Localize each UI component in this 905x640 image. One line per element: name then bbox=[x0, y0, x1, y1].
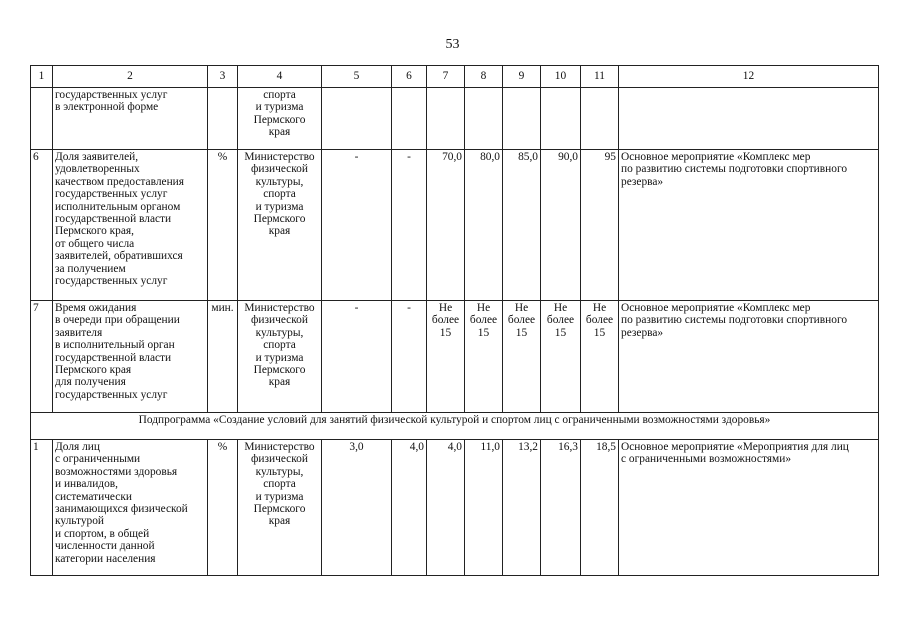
header-cell: 4 bbox=[238, 66, 322, 88]
header-cell: 7 bbox=[427, 66, 465, 88]
row-number: 1 bbox=[31, 440, 53, 576]
unit-cell: % bbox=[208, 150, 238, 301]
value-cell: Не более 15 bbox=[503, 301, 541, 413]
responsible-cell: Министерство физической культуры, спорта и туризма Пермского края bbox=[238, 150, 322, 301]
header-cell: 1 bbox=[31, 66, 53, 88]
indicator-name-cell: Доля лиц с ограниченными возможностями здоровья и инвалидов, систематически занимающихся физической культурой и спортом, в общей численности данной категории населения bbox=[53, 440, 208, 576]
table-row bbox=[31, 440, 879, 576]
table-row-continuation bbox=[31, 88, 879, 150]
responsible-cell: Министерство физической культуры, спорта и туризма Пермского края bbox=[238, 301, 322, 413]
activity-cell: Основное мероприятие «Комплекс мер по развитию системы подготовки спортивного резерва» bbox=[619, 301, 879, 413]
header-row bbox=[31, 66, 879, 88]
unit-cell: мин. bbox=[208, 301, 238, 413]
indicators-table bbox=[30, 65, 879, 576]
value-cell: 80,0 bbox=[465, 150, 503, 301]
value-cell: - bbox=[322, 150, 392, 301]
value-cell: 13,2 bbox=[503, 440, 541, 576]
value-cell: 18,5 bbox=[581, 440, 619, 576]
header-cell: 2 bbox=[53, 66, 208, 88]
value-cell: 3,0 bbox=[322, 440, 392, 576]
header-cell: 3 bbox=[208, 66, 238, 88]
activity-cell: Основное мероприятие «Мероприятия для лиц с ограниченными возможностями» bbox=[619, 440, 879, 576]
value-cell: 11,0 bbox=[465, 440, 503, 576]
value-cell: 4,0 bbox=[427, 440, 465, 576]
header-cell: 9 bbox=[503, 66, 541, 88]
value-cell: 95 bbox=[581, 150, 619, 301]
indicator-name-cell: государственных услуг в электронной форме bbox=[53, 88, 208, 150]
value-cell: - bbox=[392, 301, 427, 413]
value-cell: 16,3 bbox=[541, 440, 581, 576]
value-cell: - bbox=[392, 150, 427, 301]
table-row bbox=[31, 301, 879, 413]
header-cell: 6 bbox=[392, 66, 427, 88]
subprogram-row bbox=[31, 413, 879, 440]
value-cell: - bbox=[322, 301, 392, 413]
header-cell: 11 bbox=[581, 66, 619, 88]
value-cell: Не более 15 bbox=[427, 301, 465, 413]
row-number: 6 bbox=[31, 150, 53, 301]
subprogram-title: Подпрограмма «Создание условий для занятий физической культурой и спортом лиц с ограниченными возможностями здоровья» bbox=[31, 413, 879, 440]
value-cell: 4,0 bbox=[392, 440, 427, 576]
indicator-name-cell: Доля заявителей, удовлетворенных качеством предоставления государственных услуг исполнительным органом государственной власти Пермского края, от общего числа заявителей, обратившихся за получением государственных услуг bbox=[53, 150, 208, 301]
header-cell: 10 bbox=[541, 66, 581, 88]
unit-cell: % bbox=[208, 440, 238, 576]
value-cell: Не более 15 bbox=[465, 301, 503, 413]
value-cell: 85,0 bbox=[503, 150, 541, 301]
header-cell: 5 bbox=[322, 66, 392, 88]
table-row bbox=[31, 150, 879, 301]
value-cell: Не более 15 bbox=[541, 301, 581, 413]
row-number: 7 bbox=[31, 301, 53, 413]
value-cell: Не более 15 bbox=[581, 301, 619, 413]
page-number: 53 bbox=[445, 37, 460, 52]
activity-cell: Основное мероприятие «Комплекс мер по развитию системы подготовки спортивного резерва» bbox=[619, 150, 879, 301]
value-cell: 90,0 bbox=[541, 150, 581, 301]
responsible-cell: Министерство физической культуры, спорта и туризма Пермского края bbox=[238, 440, 322, 576]
indicator-name-cell: Время ожидания в очереди при обращении заявителя в исполнительный орган государственной власти Пермского края для получения государственных услуг bbox=[53, 301, 208, 413]
value-cell: 70,0 bbox=[427, 150, 465, 301]
responsible-cell: спорта и туризма Пермского края bbox=[238, 88, 322, 150]
header-cell: 12 bbox=[619, 66, 879, 88]
header-cell: 8 bbox=[465, 66, 503, 88]
